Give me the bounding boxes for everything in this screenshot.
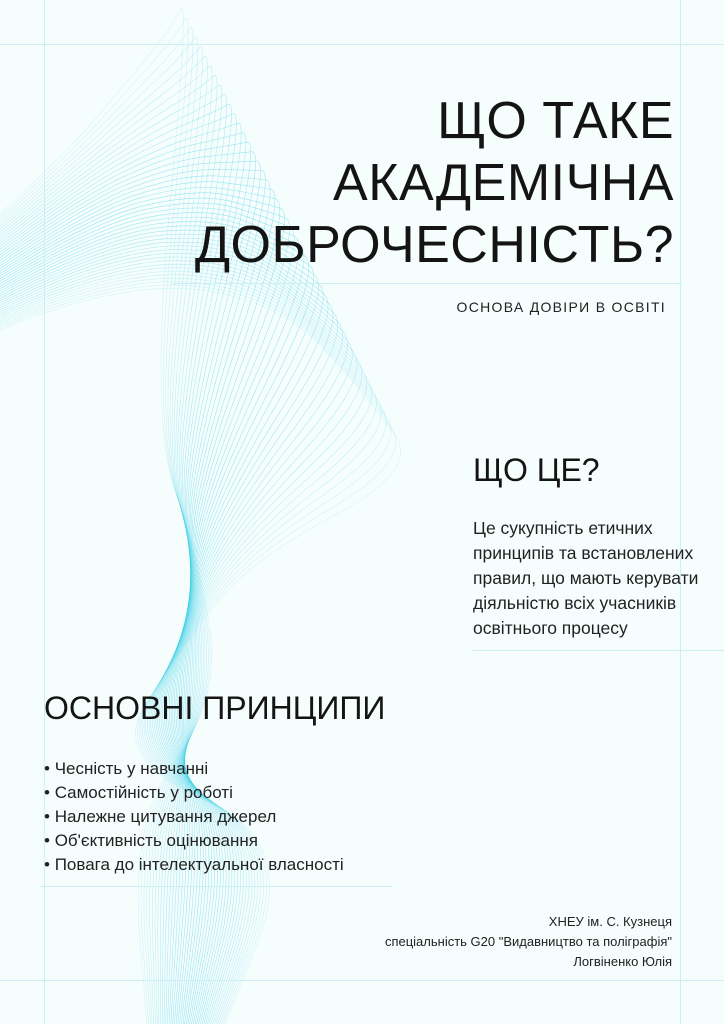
what-divider xyxy=(472,650,724,651)
wave-line xyxy=(0,161,260,1024)
credits-author: Логвіненко Юлія xyxy=(573,954,672,969)
principle-item: • Належне цитування джерел xyxy=(44,805,344,829)
wave-line xyxy=(0,176,270,1024)
wave-line xyxy=(0,226,318,1024)
what-is-text: Це сукупність етичних принципів та встановлених правил, що мають керувати діяльністю всіх учасників освітнього процесу xyxy=(473,518,699,638)
wave-line xyxy=(0,250,347,1024)
page-title xyxy=(154,90,674,276)
wave-line xyxy=(0,230,323,1024)
wave-line xyxy=(0,278,386,1024)
principles-heading: ОСНОВНІ ПРИНЦИПИ xyxy=(44,690,386,726)
title-line-1: ЩО ТАКЕ xyxy=(437,92,674,150)
credits-institution: ХНЕУ ім. С. Кузнеця xyxy=(548,914,672,929)
wave-line xyxy=(0,253,352,1024)
principle-item: • Чесність у навчанні xyxy=(44,757,344,781)
principle-item: • Об'єктивність оцінювання xyxy=(44,829,344,853)
guide-line-right xyxy=(680,0,681,1024)
title-line-2: АКАДЕМІЧНА xyxy=(333,154,674,212)
credits-specialty: спеціальність G20 "Видавництво та поліграфія" xyxy=(384,934,672,949)
what-is-heading: ЩО ЦЕ? xyxy=(473,452,600,488)
wave-line xyxy=(0,187,280,1024)
guide-line-bottom xyxy=(0,980,724,981)
title-line-3: ДОБРОЧЕСНІСТЬ? xyxy=(194,216,674,274)
wave-line xyxy=(0,193,285,1024)
guide-line-top xyxy=(0,44,724,45)
wave-line xyxy=(0,222,314,1024)
title-divider xyxy=(172,283,682,284)
wave-line xyxy=(0,213,304,1024)
credits xyxy=(385,912,672,972)
subtitle: ОСНОВА ДОВІРИ В ОСВІТІ xyxy=(456,299,666,315)
wave-line xyxy=(0,275,381,1024)
principles-list xyxy=(44,757,344,877)
principle-item: • Самостійність у роботі xyxy=(44,781,344,805)
wave-line xyxy=(0,170,265,1024)
principle-item: • Повага до інтелектуальної власності xyxy=(44,853,344,877)
principles-divider xyxy=(40,886,392,887)
